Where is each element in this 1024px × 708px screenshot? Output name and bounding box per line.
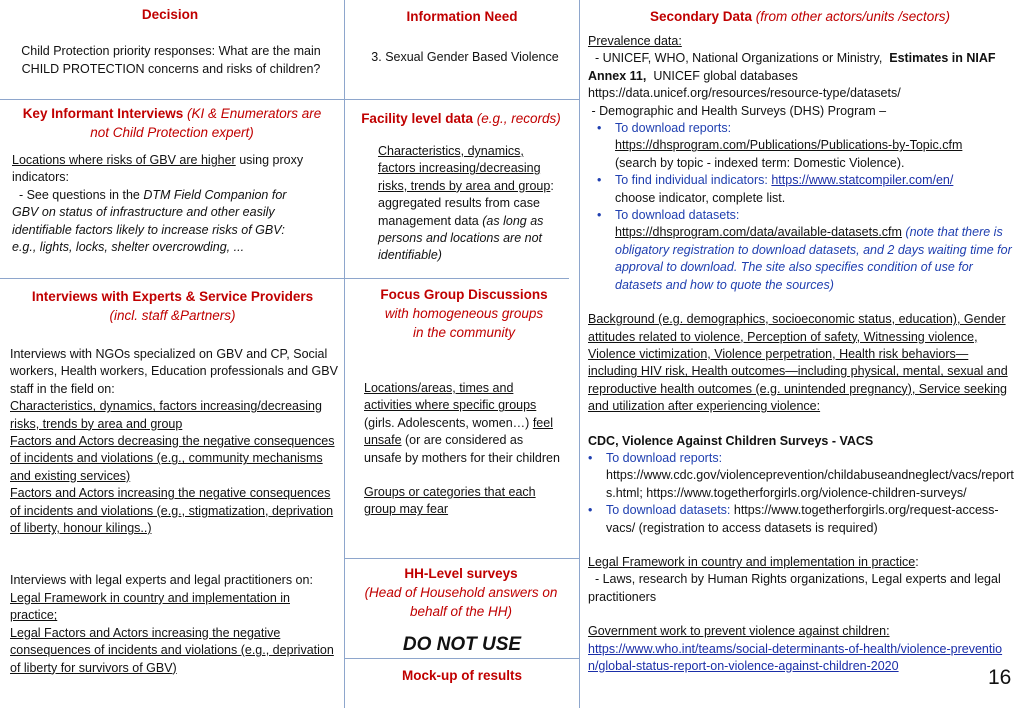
dhs-bullet-datasets bbox=[588, 207, 1016, 294]
mockup-label: Mock-up of results bbox=[401, 668, 522, 683]
statcompiler-link[interactable]: https://www.statcompiler.com/en/ bbox=[771, 173, 954, 188]
kii-p2-prefix: - See questions in the bbox=[12, 187, 144, 202]
gov-underlined: Government work to prevent violence against children: bbox=[588, 624, 890, 639]
hh-title-bold: HH-Level surveys bbox=[404, 566, 518, 581]
fgd-title bbox=[380, 285, 548, 342]
secondary-title bbox=[585, 7, 1015, 26]
kii-p1-rest: using proxy indicators: bbox=[12, 153, 304, 185]
divider-row2 bbox=[0, 278, 569, 279]
dhs-bullet-reports bbox=[588, 120, 1016, 172]
facility-italic: (as long as persons and locations are not identifiable) bbox=[378, 213, 544, 263]
divider-col2 bbox=[579, 0, 580, 708]
experts-body bbox=[10, 346, 340, 677]
dhs-line: - Demographic and Health Surveys (DHS) Program – bbox=[588, 103, 887, 118]
prevalence-line1: - UNICEF, WHO, National Organizations or Ministry, bbox=[588, 51, 890, 66]
bullet-icon: • bbox=[588, 503, 593, 518]
fgd-body bbox=[364, 380, 564, 519]
dhs-reports-rest: (search by topic - indexed term: Domestic Violence). bbox=[615, 155, 905, 170]
facility-title-bold: Facility level data bbox=[361, 111, 473, 126]
fgd-u3: Groups or categories that each group may fear bbox=[364, 485, 536, 517]
facility-title-italic: (e.g., records) bbox=[476, 111, 561, 126]
dhs-reports-link[interactable]: https://dhsprogram.com/Publications/Publications-by-Topic.cfm bbox=[615, 138, 963, 153]
info-need-text: 3. Sexual Gender Based Violence bbox=[371, 50, 559, 64]
hh-title bbox=[350, 564, 572, 621]
cdc-datasets-label: To download datasets: bbox=[606, 503, 731, 518]
dhs-indicators-label: To find individual indicators: bbox=[615, 173, 772, 188]
dhs-datasets-label: To download datasets: bbox=[615, 208, 740, 223]
legal-colon: : bbox=[915, 554, 919, 569]
cdc-bullet-reports bbox=[588, 450, 1016, 502]
experts-u3: Factors and Actors increasing the negative consequences of incidents and violations (e.g., stigmatization, deprivation of liberty, honour kilings..) bbox=[10, 486, 334, 536]
experts-p2: Interviews with legal experts and legal practitioners on: bbox=[10, 573, 313, 588]
prevalence-line2: UNICEF global databases https://data.unicef.org/resources/resource-type/datasets/ bbox=[588, 68, 901, 101]
experts-title bbox=[30, 287, 315, 325]
secondary-title-italic: (from other actors/units /sectors) bbox=[755, 9, 951, 24]
fgd-t1: (girls. Adolescents, women…) bbox=[364, 415, 533, 430]
fgd-title-italic: with homogeneous groups in the community bbox=[384, 306, 544, 340]
prevalence-bold: Estimates in NIAF Annex 11, bbox=[588, 51, 999, 83]
experts-title-bold: Interviews with Experts & Service Providers bbox=[31, 289, 314, 304]
bullet-icon: • bbox=[597, 121, 602, 136]
fgd-p1 bbox=[364, 380, 564, 467]
facility-body bbox=[378, 143, 556, 265]
info-need-title: Information Need bbox=[406, 9, 518, 24]
hh-title-italic: (Head of Household answers on behalf of the HH) bbox=[364, 585, 558, 619]
divider-col1 bbox=[344, 0, 345, 708]
fgd-title-bold: Focus Group Discussions bbox=[380, 287, 548, 302]
secondary-title-bold: Secondary Data bbox=[649, 9, 752, 24]
kii-body bbox=[12, 152, 312, 256]
who-link[interactable]: https://www.who.int/teams/social-determinants-of-health/violence-prevention/global-status-report-on-violence-against-children-2020 bbox=[588, 641, 1003, 673]
experts-u5: Legal Factors and Actors increasing the negative consequences of incidents and violations (e.g., deprivation of liberty for survivors of GBV) bbox=[10, 625, 334, 675]
prevalence-sources bbox=[588, 50, 1016, 102]
fgd-u2: feel unsafe bbox=[364, 415, 553, 448]
dhs-datasets-note: (note that there is obligatory registration to download datasets, and 2 days waiting time for approval to download. The site also specifies condition of use for datasets and how to quote the sources) bbox=[615, 225, 1012, 292]
bullet-icon: • bbox=[588, 450, 593, 465]
kii-title-italic: (KI & Enumerators are not Child Protection expert) bbox=[90, 106, 322, 140]
facility-rest: : aggregated results from case management data bbox=[378, 178, 554, 228]
experts-u2: Factors and Actors decreasing the negative consequences of incidents and violations (e.g., community mechanisms and existing services) bbox=[10, 434, 335, 483]
background-text: Background (e.g. demographics, socioeconomic status, education), Gender attitudes related to violence, Perception of safety, Witnessing violence, Violence victimization, Violence perpetration, Health risk behaviors—including HIV risk, Health outcomes—including physical, mental, sexual and reproductive health outcomes (e.g. unintended pregnancy), Service seeking and utilization after experiencing violence: bbox=[588, 312, 1008, 414]
kii-p1 bbox=[12, 152, 312, 187]
kii-p1-underlined: Locations where risks of GBV are higher bbox=[12, 153, 236, 167]
cdc-bullet-datasets bbox=[588, 502, 1016, 537]
fgd-u1: Locations/areas, times and activities where specific groups bbox=[364, 381, 537, 413]
kii-p2 bbox=[12, 187, 312, 257]
cdc-reports-label: To download reports: bbox=[606, 450, 723, 465]
cdc-title: CDC, Violence Against Children Surveys - VACS bbox=[588, 433, 874, 448]
dhs-indicators-rest: choose indicator, complete list. bbox=[615, 190, 786, 205]
dhs-bullet-indicators bbox=[588, 172, 1016, 207]
kii-p2-italic: DTM Field Companion for GBV on status of infrastructure and other easily identifiable factors likely to increase risks of GBV: e.g., lights, locks, shelter overcrowding, ... bbox=[12, 187, 290, 255]
kii-title bbox=[14, 104, 330, 142]
cdc-datasets-text: https://www.togetherforgirls.org/request-access-vacs/ (registration to access datasets is required) bbox=[606, 503, 999, 535]
experts-p1: Interviews with NGOs specialized on GBV and CP, Social workers, Health workers, Education professionals and GBV staff in the field on: bbox=[10, 347, 338, 396]
prevalence-label: Prevalence data: bbox=[588, 34, 682, 48]
bullet-icon: • bbox=[597, 173, 602, 188]
divider-row3 bbox=[344, 558, 579, 559]
cdc-reports-text: https://www.cdc.gov/violenceprevention/childabuseandneglect/vacs/reports.html; https://www.togetherforgirls.org/violence-children-surveys/ bbox=[606, 468, 1014, 500]
legal-text: - Laws, research by Human Rights organizations, Legal experts and legal practitioners bbox=[588, 572, 1005, 604]
divider-row4 bbox=[344, 658, 579, 659]
experts-u1: Characteristics, dynamics, factors increasing/decreasing risks, trends by area and group bbox=[10, 399, 322, 431]
secondary-body bbox=[588, 33, 1016, 675]
divider-row1 bbox=[0, 99, 579, 100]
page-number: 16 bbox=[988, 666, 1012, 689]
experts-u4: Legal Framework in country and implementation in practice; bbox=[10, 590, 290, 623]
fgd-t2: (or are considered as unsafe by mothers for their children bbox=[364, 433, 560, 465]
dhs-reports-label: To download reports: bbox=[615, 121, 732, 136]
facility-title bbox=[350, 109, 572, 128]
do-not-use-label: DO NOT USE bbox=[402, 634, 522, 655]
dhs-datasets-link[interactable]: https://dhsprogram.com/data/available-datasets.cfm bbox=[615, 225, 902, 240]
facility-underlined: Characteristics, dynamics, factors increasing/decreasing risks, trends by area and group bbox=[378, 144, 551, 193]
decision-text: Child Protection priority responses: What are the main CHILD PROTECTION concerns and risks of children? bbox=[21, 44, 321, 76]
legal-underlined: Legal Framework in country and implementation in practice bbox=[588, 554, 916, 569]
legal-line bbox=[588, 554, 1016, 571]
experts-title-italic: (incl. staff &Partners) bbox=[109, 308, 236, 323]
decision-title: Decision bbox=[141, 7, 199, 22]
bullet-icon: • bbox=[597, 208, 602, 223]
kii-title-bold: Key Informant Interviews bbox=[22, 106, 184, 121]
